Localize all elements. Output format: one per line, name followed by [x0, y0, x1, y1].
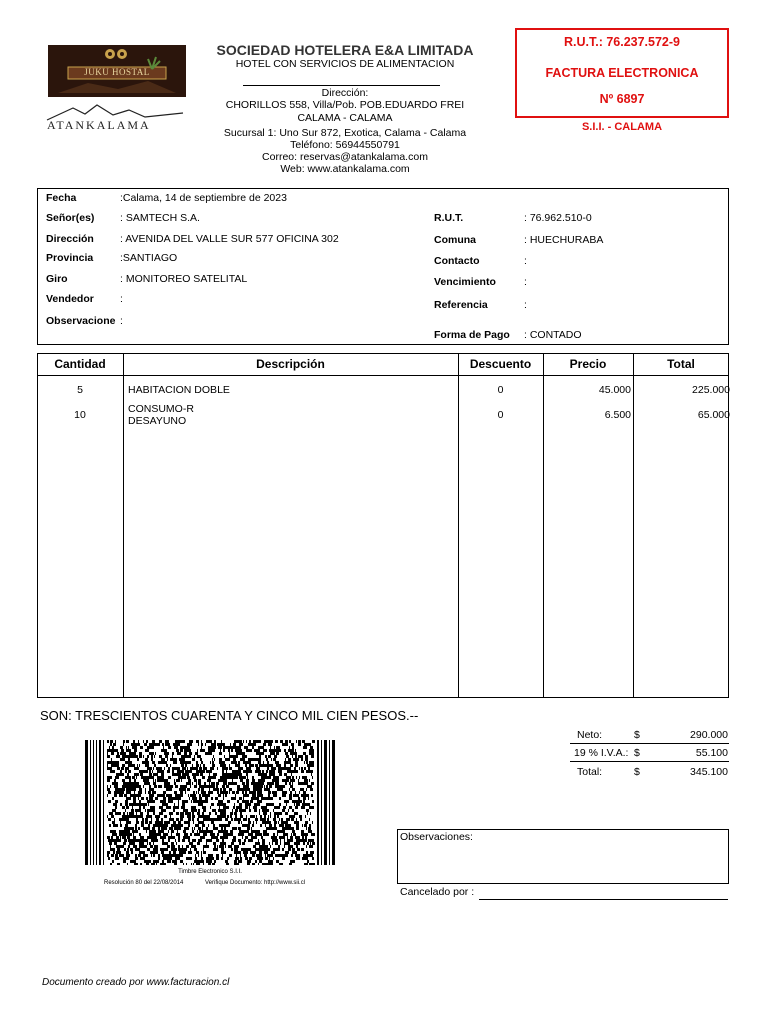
table-header-divider: [37, 375, 729, 376]
email: Correo: reservas@atankalama.com: [262, 151, 428, 163]
row-precio: 45.000: [598, 384, 631, 396]
row-cantidad: 5: [77, 384, 83, 396]
row-precio: 6.500: [604, 409, 631, 421]
amount-in-words: SON: TRESCIENTOS CUARENTA Y CINCO MIL CIEN PESOS.--: [40, 708, 419, 723]
fecha-value: :Calama, 14 de septiembre de 2023: [120, 192, 287, 204]
observacione-value: :: [120, 315, 123, 327]
referencia-value: :: [524, 299, 527, 311]
giro-value: : MONITOREO SATELITAL: [120, 273, 248, 285]
divider: [243, 85, 440, 86]
observaciones-label: Observaciones:: [400, 831, 473, 843]
vendedor-label: Vendedor: [46, 293, 94, 305]
footer-credit: Documento creado por www.facturacion.cl: [42, 977, 230, 988]
neto-currency: $: [634, 729, 640, 741]
vencimiento-label: Vencimiento: [434, 276, 496, 288]
total-value: 345.100: [690, 766, 728, 778]
company-name: SOCIEDAD HOTELERA E&A LIMITADA: [216, 42, 474, 58]
hostal-logo-text: JUKU HOSTAL: [84, 67, 150, 77]
column-divider: [543, 353, 544, 698]
forma-pago-value: : CONTADO: [524, 329, 582, 341]
iva-currency: $: [634, 747, 640, 759]
provincia-value: :SANTIAGO: [120, 252, 178, 264]
atankalama-logo-text: ATANKALAMA: [47, 118, 151, 132]
sii-office: S.I.I. - CALAMA: [581, 121, 663, 133]
branch-address: Sucursal 1: Uno Sur 872, Exotica, Calama - Calama: [223, 127, 467, 139]
iva-label: 19 % I.V.A.:: [574, 747, 629, 759]
client-rut-label: R.U.T.: [434, 212, 464, 224]
owl-logo-icon: [48, 45, 186, 97]
vendedor-value: :: [120, 293, 123, 305]
client-rut-value: : 76.962.510-0: [524, 212, 592, 224]
comuna-label: Comuna: [434, 234, 476, 246]
direccion-label: Dirección: [46, 233, 94, 245]
phone: Teléfono: 56944550791: [290, 139, 400, 151]
header-cantidad: Cantidad: [54, 357, 106, 371]
cancelado-line: [479, 899, 728, 900]
neto-label: Neto:: [577, 729, 603, 741]
timbre-verifique: Verifique Documento: http://www.sii.cl: [205, 880, 306, 886]
atankalama-logo: [45, 103, 185, 133]
row-cantidad: 10: [74, 409, 86, 421]
provincia-label: Provincia: [46, 252, 94, 264]
row-total: 65.000: [697, 409, 730, 421]
row-descripcion-2: DESAYUNO: [128, 415, 187, 427]
contacto-label: Contacto: [434, 255, 480, 267]
pdf417-barcode-icon: [85, 740, 335, 865]
fecha-label: Fecha: [46, 192, 77, 204]
address-line-2: CALAMA - CALAMA: [297, 112, 393, 124]
iva-value: 55.100: [695, 747, 728, 759]
giro-label: Giro: [46, 273, 68, 285]
document-number: Nº 6897: [599, 92, 645, 106]
timbre-title: Timbre Electronico S.I.I.: [178, 869, 242, 875]
header-descripcion: Descripción: [256, 357, 325, 371]
totals-divider: [570, 761, 729, 762]
address-label: Dirección:: [321, 87, 369, 99]
header-precio: Precio: [569, 357, 607, 371]
row-descripcion: CONSUMO-R: [128, 403, 194, 415]
row-descripcion: HABITACION DOBLE: [128, 384, 230, 396]
header-descuento: Descuento: [469, 357, 532, 371]
neto-value: 290.000: [690, 729, 728, 741]
referencia-label: Referencia: [434, 299, 488, 311]
column-divider: [458, 353, 459, 698]
timbre-resolucion: Resolución 80 del 22/08/2014: [104, 880, 184, 886]
total-currency: $: [634, 766, 640, 778]
forma-pago-label: Forma de Pago: [434, 329, 510, 341]
contacto-value: :: [524, 255, 527, 267]
company-subtitle: HOTEL CON SERVICIOS DE ALIMENTACION: [235, 58, 455, 70]
row-descuento: 0: [497, 384, 504, 396]
senor-label: Señor(es): [46, 212, 95, 224]
total-label: Total:: [577, 766, 603, 778]
hostal-logo: [48, 45, 186, 97]
issuer-rut: R.U.T.: 76.237.572-9: [563, 35, 681, 49]
comuna-value: : HUECHURABA: [524, 234, 604, 246]
cancelado-label: Cancelado por :: [400, 886, 475, 898]
totals-divider: [570, 743, 729, 744]
vencimiento-value: :: [524, 276, 527, 288]
column-divider: [123, 353, 124, 698]
observacione-label: Observacione: [46, 315, 116, 327]
row-descuento: 0: [497, 409, 504, 421]
direccion-value: : AVENIDA DEL VALLE SUR 577 OFICINA 302: [120, 233, 339, 245]
header-total: Total: [667, 357, 695, 371]
column-divider: [633, 353, 634, 698]
website: Web: www.atankalama.com: [280, 163, 410, 175]
document-type: FACTURA ELECTRONICA: [545, 66, 699, 80]
row-total: 225.000: [692, 384, 730, 396]
senor-value: : SAMTECH S.A.: [120, 212, 200, 224]
address-line-1: CHORILLOS 558, Villa/Pob. POB.EDUARDO FREI: [225, 99, 465, 111]
